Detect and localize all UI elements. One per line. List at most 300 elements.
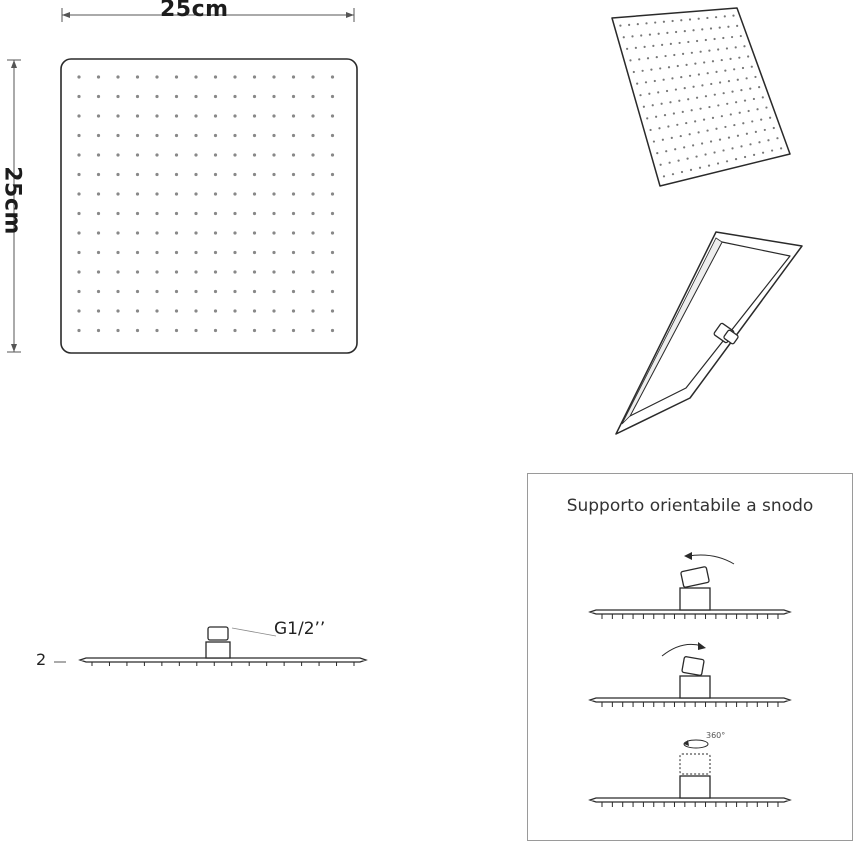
nozzle-dot — [681, 171, 683, 173]
nozzle-dot — [175, 153, 178, 156]
nozzle-dot — [311, 251, 314, 254]
nozzle-dot — [136, 251, 139, 254]
nozzle-dot — [758, 86, 760, 88]
nozzle-dot — [728, 137, 730, 139]
nozzle-dot — [331, 95, 334, 98]
nozzle-dot — [619, 25, 621, 27]
nozzle-dot — [272, 173, 275, 176]
nozzle-dot — [253, 329, 256, 332]
nozzle-dot — [253, 75, 256, 78]
nozzle-dot — [155, 290, 158, 293]
nozzle-dot — [731, 36, 733, 38]
nozzle-dot — [647, 57, 649, 59]
nozzle-dot — [661, 103, 663, 105]
nozzle-dot — [663, 21, 665, 23]
connector-base — [206, 642, 230, 658]
nozzle-dot — [272, 114, 275, 117]
nozzle-dot — [292, 231, 295, 234]
nozzle-dot — [311, 270, 314, 273]
nozzle-dot — [214, 192, 217, 195]
nozzle-dot — [631, 35, 633, 37]
nozzle-dot — [116, 231, 119, 234]
nozzle-dot — [116, 95, 119, 98]
nozzle-dot — [649, 33, 651, 35]
nozzle-dot — [233, 134, 236, 137]
nozzle-dot — [719, 138, 721, 140]
nozzle-dot — [116, 290, 119, 293]
nozzle-dot — [691, 109, 693, 111]
nozzle-dot — [659, 67, 661, 69]
nozzle-dot — [175, 231, 178, 234]
nozzle-dot — [253, 212, 256, 215]
nozzle-dot — [194, 173, 197, 176]
nozzle-dot — [657, 91, 659, 93]
nozzle-dot — [77, 75, 80, 78]
nozzle-dot — [253, 192, 256, 195]
nozzle-dot — [705, 39, 707, 41]
nozzle-dot — [677, 65, 679, 67]
nozzle-dot — [77, 134, 80, 137]
nozzle-dot — [635, 47, 637, 49]
nozzle-dot — [233, 173, 236, 176]
tilt-left-illustration — [584, 552, 804, 632]
nozzle-dot — [272, 95, 275, 98]
nozzle-dot — [97, 251, 100, 254]
nozzle-dot — [707, 72, 709, 74]
nozzle-dot — [680, 19, 682, 21]
nozzle-dot — [331, 290, 334, 293]
nozzle-dot — [233, 95, 236, 98]
nozzle-dot — [214, 153, 217, 156]
nozzle-dot — [214, 134, 217, 137]
nozzle-dot — [706, 17, 708, 19]
width-dimension-label: 25cm — [160, 0, 229, 22]
nozzle-dot — [769, 117, 771, 119]
nozzle-dot — [663, 175, 665, 177]
nozzle-dot — [708, 106, 710, 108]
nozzle-dot — [724, 15, 726, 17]
nozzle-dot — [696, 40, 698, 42]
nozzle-dot — [724, 126, 726, 128]
nozzle-dot — [710, 27, 712, 29]
nozzle-dot — [683, 146, 685, 148]
nozzle-dot — [668, 66, 670, 68]
nozzle-dot — [645, 22, 647, 24]
nozzle-dot — [662, 139, 664, 141]
nozzle-dot — [747, 55, 749, 57]
nozzle-dot — [649, 129, 651, 131]
nozzle-dot — [685, 122, 687, 124]
nozzle-dot — [292, 95, 295, 98]
mini-side-profile — [590, 698, 790, 707]
nozzle-dot — [311, 173, 314, 176]
nozzle-dot — [701, 142, 703, 144]
nozzle-dot — [136, 75, 139, 78]
nozzle-dot — [97, 173, 100, 176]
nozzle-dot — [77, 251, 80, 254]
nozzle-dot — [746, 77, 748, 79]
nozzle-dot — [650, 69, 652, 71]
nozzle-dot — [136, 95, 139, 98]
nozzle-dot — [703, 119, 705, 121]
nozzle-dot — [292, 134, 295, 137]
nozzle-dot — [694, 63, 696, 65]
nozzle-dot — [116, 309, 119, 312]
nozzle-dot — [703, 61, 705, 63]
nozzle-dot — [272, 75, 275, 78]
nozzle-dot — [767, 139, 769, 141]
nozzle-dot — [155, 270, 158, 273]
nozzle-dot — [214, 309, 217, 312]
nozzle-dot — [682, 53, 684, 55]
nozzle-dot — [253, 251, 256, 254]
nozzle-dot — [214, 114, 217, 117]
nozzle-dot — [292, 75, 295, 78]
nozzle-dot — [155, 212, 158, 215]
nozzle-dot — [706, 129, 708, 131]
nozzle-dot — [272, 270, 275, 273]
nozzle-dot — [77, 114, 80, 117]
nozzle-dot — [272, 134, 275, 137]
nozzle-dot — [773, 127, 775, 129]
nozzle-dot — [637, 23, 639, 25]
nozzle-dot — [754, 76, 756, 78]
nozzle-dot — [751, 66, 753, 68]
nozzle-dot — [644, 46, 646, 48]
nozzle-dot — [253, 95, 256, 98]
nozzle-dot — [214, 251, 217, 254]
nozzle-dot — [717, 104, 719, 106]
nozzle-dot — [116, 329, 119, 332]
rotate-360-illustration — [584, 730, 804, 810]
arrow-left-icon — [684, 552, 692, 560]
nozzle-dot — [311, 309, 314, 312]
nozzle-dot — [691, 52, 693, 54]
nozzle-dot — [175, 212, 178, 215]
mini-side-profile — [590, 610, 790, 619]
nozzle-dot — [653, 140, 655, 142]
nozzle-dot — [214, 173, 217, 176]
nozzle-dot — [194, 251, 197, 254]
nozzle-dot — [253, 173, 256, 176]
nozzle-dot — [694, 120, 696, 122]
nozzle-dot — [721, 59, 723, 61]
nozzle-dot — [638, 58, 640, 60]
nozzle-dot — [730, 113, 732, 115]
nozzle-dot — [97, 192, 100, 195]
nozzle-dot — [292, 251, 295, 254]
nozzle-dot — [751, 120, 753, 122]
shower-head-back-view — [612, 228, 812, 448]
nozzle-dot — [331, 173, 334, 176]
nozzle-dot — [194, 134, 197, 137]
nozzle-dot — [731, 91, 733, 93]
nozzle-dot — [656, 56, 658, 58]
nozzle-dot — [97, 95, 100, 98]
nozzle-dot — [272, 192, 275, 195]
nozzle-dot — [175, 251, 178, 254]
nozzle-dot — [194, 153, 197, 156]
nozzle-dot — [678, 42, 680, 44]
nozzle-dot — [712, 60, 714, 62]
nozzle-dot — [675, 31, 677, 33]
nozzle-dot — [214, 75, 217, 78]
nozzle-dot — [676, 124, 678, 126]
nozzle-dot — [708, 50, 710, 52]
nozzle-dot — [175, 329, 178, 332]
nozzle-dot — [667, 125, 669, 127]
nozzle-dot — [311, 212, 314, 215]
nozzle-dot — [708, 164, 710, 166]
nozzle-dot — [136, 231, 139, 234]
nozzle-dot — [136, 329, 139, 332]
nozzle-dot — [746, 133, 748, 135]
nozzle-dot — [272, 329, 275, 332]
nozzle-dot — [687, 41, 689, 43]
nozzle-dot — [116, 134, 119, 137]
nozzle-dot — [701, 84, 703, 86]
nozzle-dot — [175, 114, 178, 117]
nozzle-dot — [97, 270, 100, 273]
nozzle-dot — [672, 20, 674, 22]
nozzle-dot — [740, 89, 742, 91]
nozzle-dot — [680, 135, 682, 137]
nozzle-dot — [136, 114, 139, 117]
shower-head-side-view — [66, 620, 386, 680]
rotation-label: 360° — [706, 731, 726, 740]
nozzle-dot — [776, 137, 778, 139]
nozzle-dot — [311, 153, 314, 156]
nozzle-dot — [194, 95, 197, 98]
nozzle-dot — [233, 75, 236, 78]
nozzle-dot — [655, 116, 657, 118]
nozzle-dot — [771, 149, 773, 151]
nozzle-dot — [253, 153, 256, 156]
nozzle-dot — [710, 140, 712, 142]
nozzle-dot — [648, 93, 650, 95]
nozzle-dot — [155, 231, 158, 234]
nozzle-dot — [233, 270, 236, 273]
nozzle-dot — [97, 114, 100, 117]
nozzle-dot — [194, 270, 197, 273]
nozzle-dot — [175, 134, 178, 137]
nozzle-dot — [645, 81, 647, 83]
nozzle-dot — [646, 117, 648, 119]
nozzle-dot — [272, 212, 275, 215]
nozzle-dot — [136, 212, 139, 215]
nozzle-dot — [686, 158, 688, 160]
nozzle-dot — [214, 95, 217, 98]
nozzle-dot — [629, 59, 631, 61]
nozzle-dot — [155, 75, 158, 78]
nozzle-dot — [701, 28, 703, 30]
ball-joint — [208, 627, 228, 640]
nozzle-dot — [77, 270, 80, 273]
nozzle-dot — [726, 103, 728, 105]
nozzle-dot — [331, 231, 334, 234]
nozzle-dot — [311, 329, 314, 332]
nozzle-dot — [175, 75, 178, 78]
nozzle-dot — [660, 164, 662, 166]
nozzle-dot — [710, 83, 712, 85]
nozzle-dot — [698, 73, 700, 75]
nozzle-dot — [77, 173, 80, 176]
nozzle-dot — [194, 309, 197, 312]
nozzle-dot — [155, 329, 158, 332]
nozzle-dot — [253, 114, 256, 117]
nozzle-dot — [155, 173, 158, 176]
nozzle-dot — [673, 54, 675, 56]
nozzle-dot — [97, 153, 100, 156]
nozzle-dot — [292, 173, 295, 176]
nozzle-dot — [728, 80, 730, 82]
tilt-right-illustration — [584, 640, 804, 720]
nozzle-dot — [719, 26, 721, 28]
nozzle-dot — [136, 192, 139, 195]
nozzle-dot — [175, 290, 178, 293]
nozzle-dot — [689, 75, 691, 77]
nozzle-dot — [743, 45, 745, 47]
nozzle-dot — [194, 231, 197, 234]
nozzle-dot — [155, 134, 158, 137]
nozzle-dot — [652, 45, 654, 47]
nozzle-dot — [311, 231, 314, 234]
nozzle-dot — [658, 127, 660, 129]
nozzle-dot — [699, 167, 701, 169]
nozzle-dot — [331, 134, 334, 137]
nozzle-dot — [732, 15, 734, 17]
nozzle-dot — [272, 290, 275, 293]
nozzle-dot — [680, 76, 682, 78]
nozzle-dot — [253, 290, 256, 293]
nozzle-dot — [692, 29, 694, 31]
nozzle-dot — [690, 169, 692, 171]
nozzle-dot — [666, 32, 668, 34]
arrow-right-icon — [698, 642, 706, 650]
nozzle-dot — [722, 149, 724, 151]
nozzle-dot — [97, 134, 100, 137]
nozzle-dot — [669, 162, 671, 164]
nozzle-dot — [292, 290, 295, 293]
nozzle-dot — [233, 290, 236, 293]
nozzle-dot — [700, 51, 702, 53]
nozzle-dot — [155, 192, 158, 195]
nozzle-dot — [97, 231, 100, 234]
nozzle-dot — [292, 270, 295, 273]
nozzle-dot — [633, 71, 635, 73]
nozzle-dot — [753, 98, 755, 100]
nozzle-dot — [639, 94, 641, 96]
nozzle-dot — [713, 151, 715, 153]
nozzle-dot — [698, 131, 700, 133]
nozzle-dot — [194, 75, 197, 78]
nozzle-dot — [764, 129, 766, 131]
nozzle-dot — [311, 114, 314, 117]
nozzle-dot — [116, 114, 119, 117]
nozzle-dot — [755, 131, 757, 133]
nozzle-dot — [292, 114, 295, 117]
nozzle-dot — [233, 192, 236, 195]
nozzle-dot — [292, 192, 295, 195]
nozzle-dot — [97, 329, 100, 332]
nozzle-dot — [214, 270, 217, 273]
nozzle-dot — [233, 251, 236, 254]
swivel-joint-panel — [527, 473, 853, 841]
nozzle-dot — [136, 173, 139, 176]
nozzle-dot — [671, 77, 673, 79]
nozzle-dot — [735, 158, 737, 160]
nozzle-dot — [737, 79, 739, 81]
shower-head-perspective-view — [600, 8, 800, 208]
panel-title: Supporto orientabile a snodo — [566, 496, 814, 516]
nozzle-dot — [175, 270, 178, 273]
nozzle-dot — [726, 160, 728, 162]
nozzle-dot — [116, 270, 119, 273]
nozzle-dot — [677, 160, 679, 162]
nozzle-dot — [214, 212, 217, 215]
nozzle-dot — [116, 153, 119, 156]
shower-head-front-view — [60, 58, 360, 358]
nozzle-dot — [175, 309, 178, 312]
nozzle-dot — [695, 155, 697, 157]
nozzle-dot — [155, 114, 158, 117]
nozzle-dot — [311, 75, 314, 78]
nozzle-dot — [77, 212, 80, 215]
nozzle-dot — [698, 18, 700, 20]
nozzle-dot — [331, 114, 334, 117]
nozzle-dot — [689, 133, 691, 135]
nozzle-dot — [253, 309, 256, 312]
nozzle-dot — [116, 251, 119, 254]
nozzle-dot — [331, 212, 334, 215]
nozzle-dot — [233, 114, 236, 117]
nozzle-dot — [664, 55, 666, 57]
nozzle-dot — [331, 270, 334, 273]
nozzle-dot — [77, 95, 80, 98]
nozzle-dot — [665, 150, 667, 152]
nozzle-dot — [731, 147, 733, 149]
nozzle-dot — [721, 115, 723, 117]
nozzle-dot — [628, 24, 630, 26]
nozzle-dot — [744, 156, 746, 158]
nozzle-dot — [253, 134, 256, 137]
nozzle-dot — [214, 290, 217, 293]
nozzle-dot — [719, 81, 721, 83]
nozzle-dot — [723, 92, 725, 94]
nozzle-dot — [272, 153, 275, 156]
nozzle-dot — [712, 117, 714, 119]
nozzle-dot — [640, 34, 642, 36]
nozzle-dot — [194, 192, 197, 195]
nozzle-dot — [663, 79, 665, 81]
nozzle-dot — [233, 212, 236, 215]
nozzle-dot — [740, 145, 742, 147]
nozzle-dot — [311, 192, 314, 195]
mini-side-profile — [590, 798, 790, 807]
nozzle-dot — [675, 88, 677, 90]
nozzle-dot — [636, 82, 638, 84]
nozzle-dot — [670, 43, 672, 45]
nozzle-dot — [780, 147, 782, 149]
nozzle-dot — [727, 26, 729, 28]
nozzle-dot — [672, 173, 674, 175]
nozzle-dot — [77, 309, 80, 312]
nozzle-dot — [705, 95, 707, 97]
nozzle-dot — [749, 143, 751, 145]
nozzle-dot — [733, 124, 735, 126]
nozzle-dot — [214, 231, 217, 234]
nozzle-dot — [756, 108, 758, 110]
